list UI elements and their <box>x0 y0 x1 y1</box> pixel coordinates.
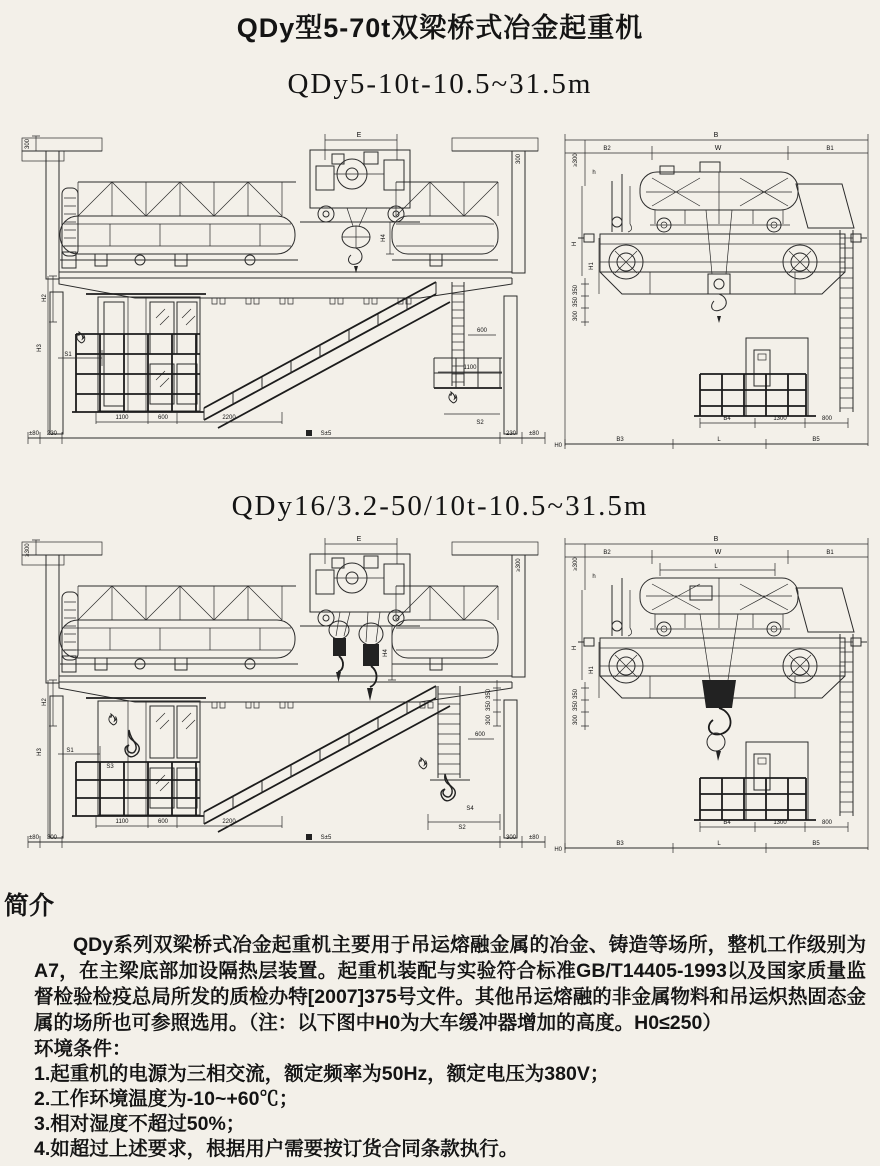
dim-label: B4 <box>723 820 731 826</box>
condition-item-4: 4.如超过上述要求，根据用户需要按订货合同条款执行。 <box>34 1138 519 1160</box>
dim-label: ±80 <box>529 431 539 437</box>
condition-item-2: 2.工作环境温度为-10~+60℃； <box>34 1088 299 1110</box>
dim-label: 1100 <box>463 365 477 371</box>
dim-label: H3 <box>37 748 43 756</box>
dim-label: H <box>572 241 578 247</box>
dim-label: B <box>713 132 719 139</box>
staircase <box>204 686 450 832</box>
operator-cab <box>72 294 206 412</box>
dim-label: B1 <box>826 550 834 556</box>
bridge-girder <box>59 182 512 304</box>
flame-icon <box>419 758 427 769</box>
hook-icon <box>707 708 731 761</box>
dim-label: 1100 <box>115 415 129 421</box>
page-title: QDy型5-70t双梁桥式冶金起重机 <box>236 13 644 43</box>
dim-label: B1 <box>826 146 834 152</box>
dim-label: B3 <box>616 841 624 847</box>
dim-label: W <box>714 549 722 556</box>
main-hook-icon <box>359 612 383 701</box>
flame-icon <box>449 392 457 403</box>
dim-label: E <box>356 536 362 543</box>
dim-label: 350 <box>573 284 579 296</box>
dim-label: ±80 <box>529 835 539 841</box>
dim-label: 2200 <box>222 819 236 825</box>
trolley <box>300 132 420 273</box>
dim-label: L <box>717 841 721 847</box>
dim-label: B4 <box>723 416 731 422</box>
dim-label: S1 <box>64 352 72 358</box>
end-trolley <box>612 162 854 232</box>
dim-label: h <box>592 170 596 176</box>
dim-label: H0 <box>554 847 562 853</box>
dim-label: H0 <box>554 443 562 449</box>
intro-section <box>4 886 872 1162</box>
hook-icon <box>342 226 370 273</box>
dim-label: H4 <box>383 649 389 657</box>
dim-label: 2200 <box>222 415 236 421</box>
hook-icon <box>441 774 455 801</box>
condition-item-3: 3.相对湿度不超过50%； <box>34 1113 246 1135</box>
dim-label: S±5 <box>320 431 332 437</box>
dim-label: B5 <box>812 841 820 847</box>
end-trolley <box>612 578 854 636</box>
dim-label: 350 <box>486 700 492 712</box>
dim-label: 350 <box>573 700 579 712</box>
side-elevation <box>22 132 545 444</box>
figure1-caption: QDy5-10t-10.5~31.5m <box>287 68 593 100</box>
dim-label: H4 <box>381 234 387 242</box>
end-hook <box>700 614 738 761</box>
dim-label: 350 <box>573 296 579 308</box>
dim-label: H3 <box>37 344 43 352</box>
dim-label: H1 <box>589 262 595 270</box>
dim-label: 1300 <box>773 416 787 422</box>
dim-label: ≥300 <box>516 558 522 572</box>
condition-item-1: 1.起重机的电源为三相交流，额定频率为50Hz，额定电压为380V； <box>34 1063 610 1085</box>
dim-label: 350 <box>486 688 492 700</box>
dim-label: 230 <box>505 431 517 437</box>
end-view <box>554 132 868 449</box>
intro-paragraph: QDy系列双梁桥式冶金起重机主要用于吊运熔融金属的冶金、铸造等场所，整机工作级别为A7，在主梁底部加设隔热层装置。起重机装配与实验符合标准GB/T14405-1993以及国家质量监督检验检疫总局所发的质检办特[2007]375号文件。其他吊运熔融的非金属物料和吊运炽热固态金属的场所也可参照选用。（注：以下图中H0为大车缓冲器增加的高度。H0≤250） <box>34 934 866 1034</box>
dim-label: ≥300 <box>25 543 31 557</box>
dim-label: E <box>356 132 362 139</box>
dim-label: 300 <box>46 835 58 841</box>
intro-heading: 简介 <box>4 892 55 920</box>
dim-label: 230 <box>46 431 58 437</box>
dim-label: B3 <box>616 437 624 443</box>
dim-label: B <box>713 536 719 543</box>
end-view <box>554 536 868 853</box>
dim-label: 600 <box>157 819 169 825</box>
dim-label: 300 <box>486 714 492 726</box>
dim-label: 300 <box>505 835 517 841</box>
figure2 <box>0 530 880 875</box>
end-ladder-platform <box>694 634 853 820</box>
dim-label: H2 <box>42 698 48 706</box>
dim-label: 600 <box>157 415 169 421</box>
dim-label: L <box>714 564 718 570</box>
dim-label: 300 <box>516 153 522 165</box>
dim-label: B5 <box>812 437 820 443</box>
dim-label: S1 <box>66 748 74 754</box>
conditions-heading: 环境条件： <box>34 1038 132 1060</box>
crane-drawing-qdy16-50t <box>0 530 880 875</box>
figure1 <box>0 126 880 471</box>
dim-label: H2 <box>42 294 48 302</box>
flame-icon <box>109 714 117 725</box>
crane-drawing-qdy5-10t <box>0 126 880 471</box>
dim-label: 1300 <box>773 820 787 826</box>
dim-label: ≥300 <box>573 153 579 167</box>
dim-label: H <box>572 645 578 651</box>
dim-label: H1 <box>589 666 595 674</box>
bridge-girder <box>59 586 512 708</box>
dim-label: 300 <box>573 714 579 726</box>
dim-label: 800 <box>821 416 833 422</box>
dim-label: 1100 <box>115 819 129 825</box>
dim-label: h <box>592 574 596 580</box>
dim-label: 600 <box>474 732 486 738</box>
staircase <box>204 282 450 428</box>
dim-label: 800 <box>821 820 833 826</box>
dim-label: ≥300 <box>573 557 579 571</box>
dim-label: ±80 <box>29 431 39 437</box>
hook-icon <box>125 730 139 757</box>
dim-label: S3 <box>106 764 114 770</box>
hook-icon <box>712 294 727 323</box>
dim-label: W <box>714 145 722 152</box>
side-elevation <box>22 536 545 848</box>
end-hook <box>706 210 732 323</box>
dim-label: S±5 <box>320 835 332 841</box>
dim-label: 350 <box>573 688 579 700</box>
dim-label: B2 <box>603 146 611 152</box>
dim-label: S4 <box>466 806 474 812</box>
ladder <box>430 686 470 780</box>
dim-label: S2 <box>476 420 484 426</box>
operator-cab <box>58 698 206 816</box>
dim-label: 300 <box>573 310 579 322</box>
figure2-caption: QDy16/3.2-50/10t-10.5~31.5m <box>231 490 649 522</box>
dim-label: B2 <box>603 550 611 556</box>
end-ladder-platform <box>694 230 853 416</box>
dim-label: 300 <box>25 138 31 150</box>
dim-label: S2 <box>458 825 466 831</box>
dim-label: ±80 <box>29 835 39 841</box>
dim-label: L <box>717 437 721 443</box>
dim-label: 600 <box>476 328 488 334</box>
end-girder <box>578 234 867 294</box>
